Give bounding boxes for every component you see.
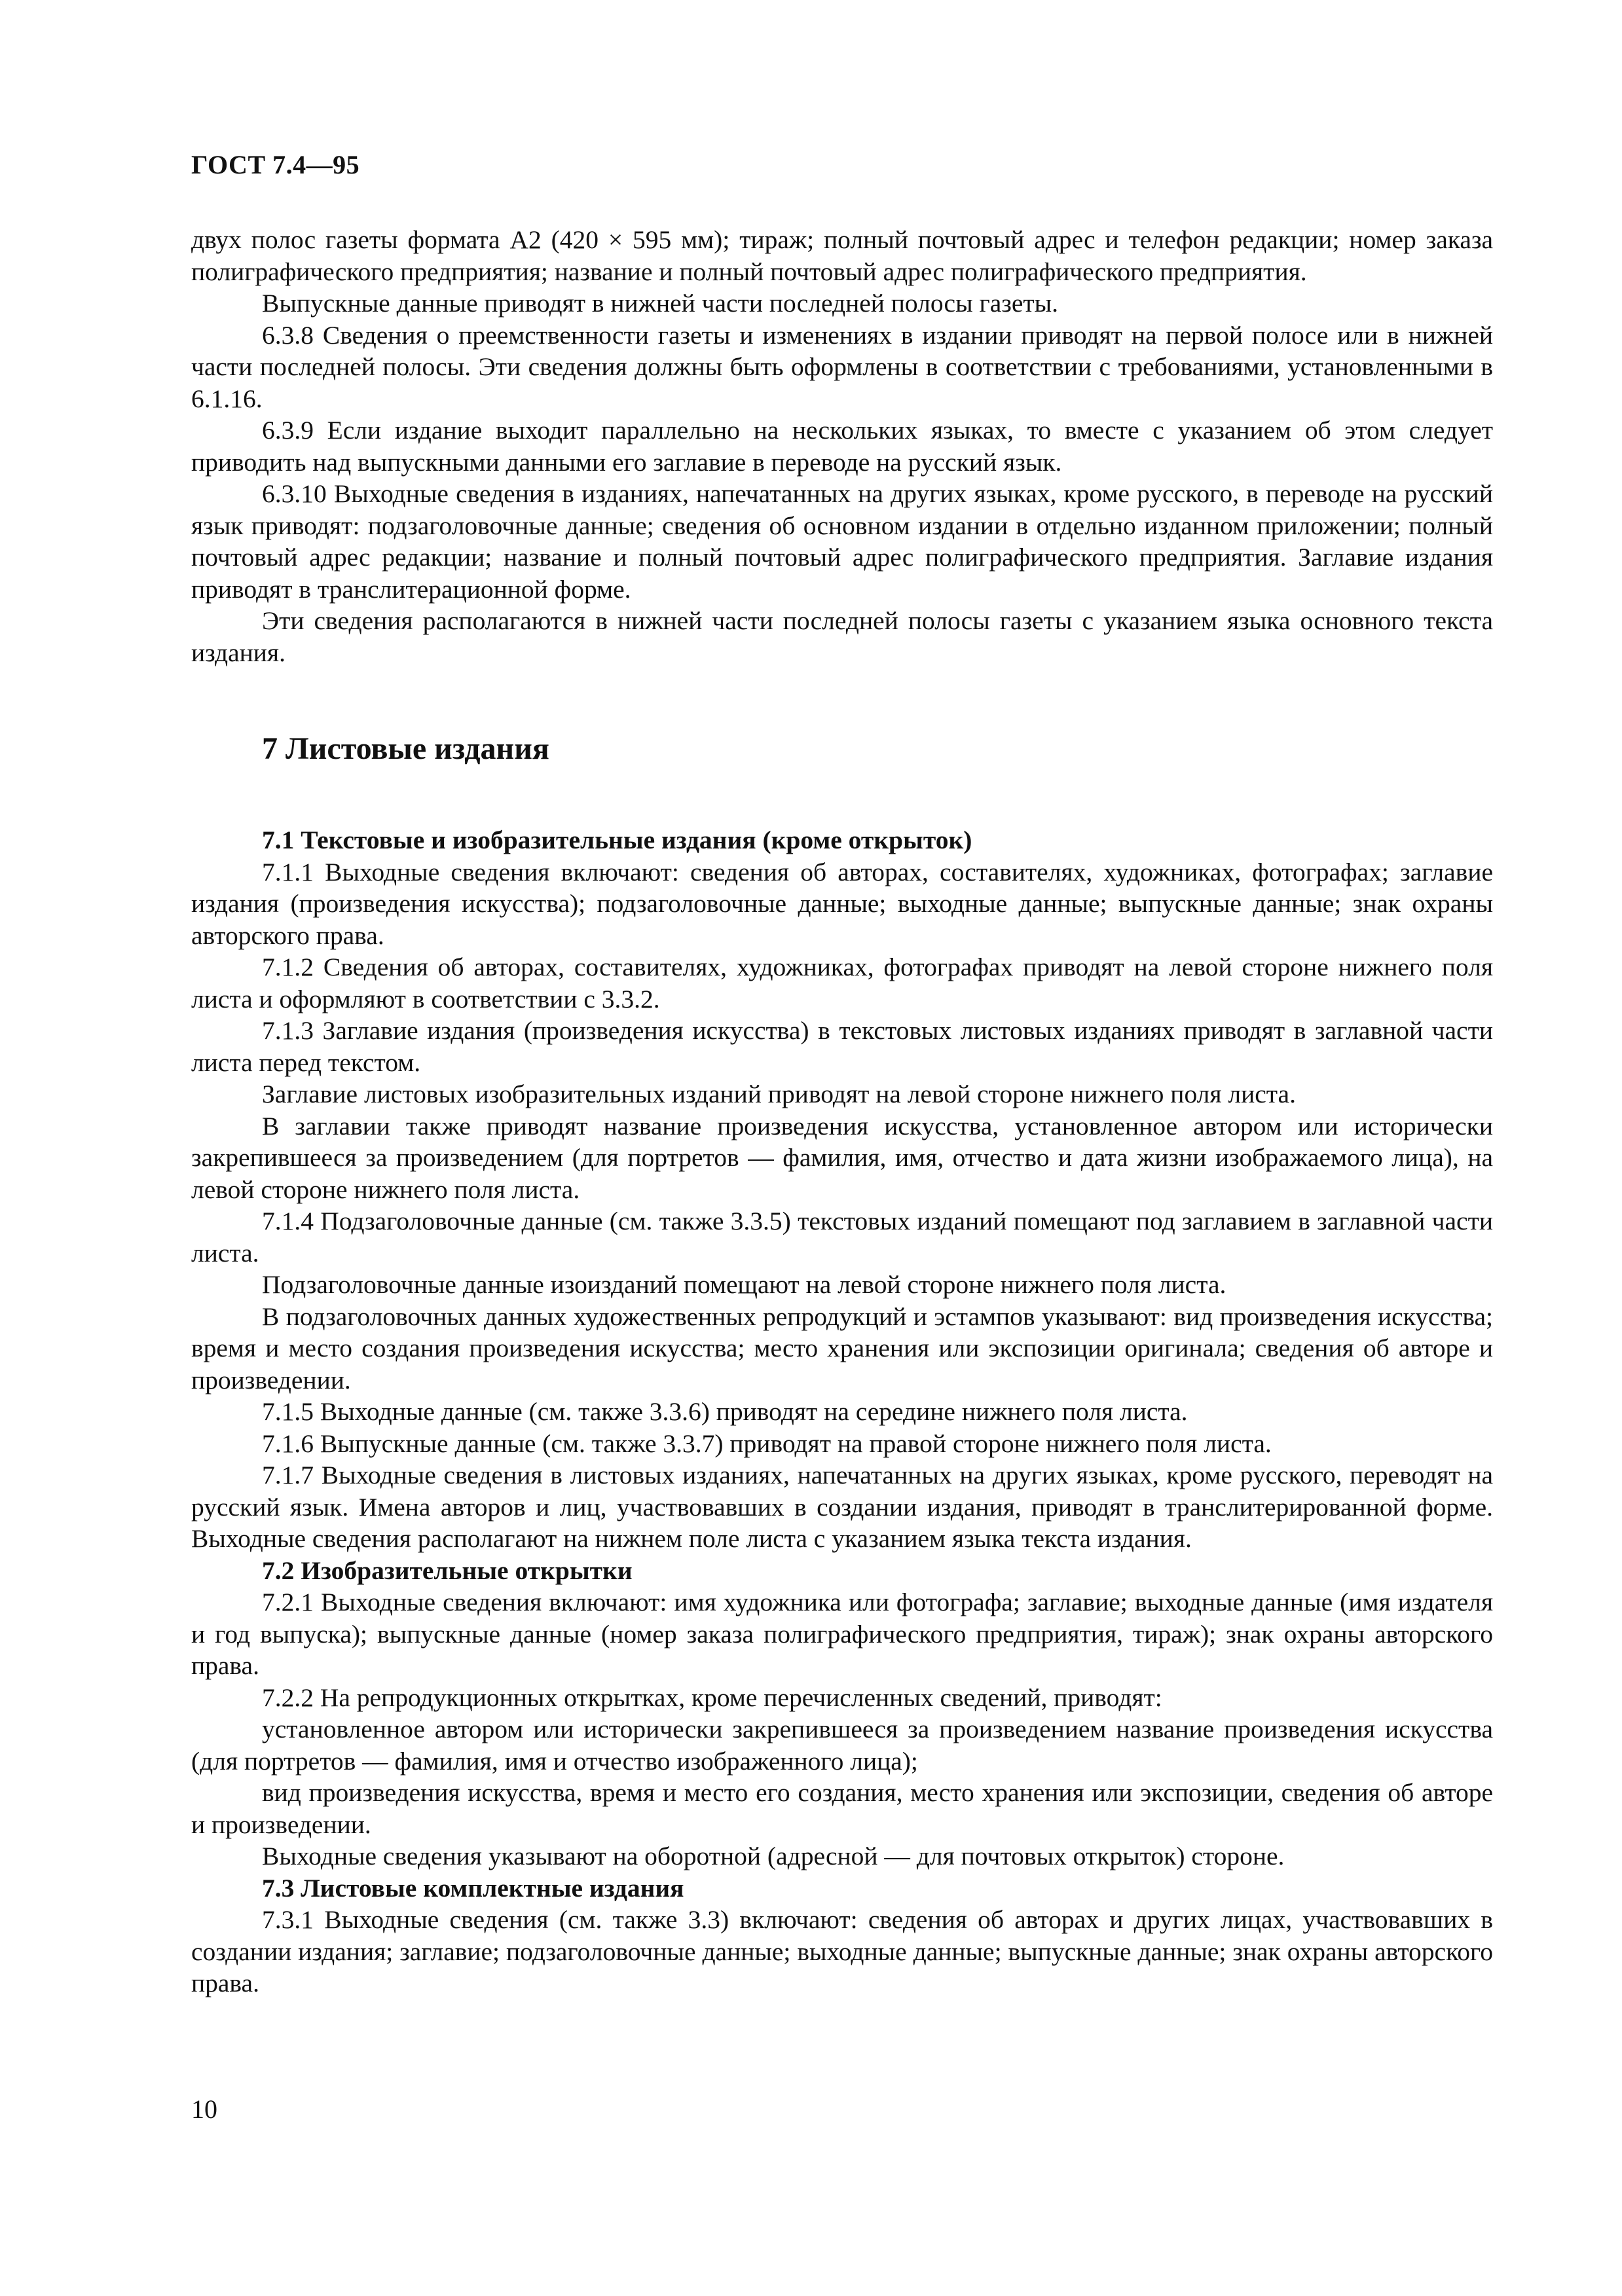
paragraph: 7.1.7 Выходные сведения в листовых изданиях, напечатанных на других языках, кроме русского, переводят на русский язык. Имена авторов и лиц, участвовавших в создании издания, приводят в транслитерированной форме. Выходные сведения располагают на нижнем поле листа с указанием языка текста издания. bbox=[191, 1461, 1493, 1553]
page-content bbox=[191, 224, 1493, 1999]
paragraph: Выпускные данные приводят в нижней части последней полосы газеты. bbox=[262, 289, 1059, 318]
running-header: ГОСТ 7.4—95 bbox=[191, 150, 360, 179]
paragraph: 7.1.4 Подзаголовочные данные (см. также 3.3.5) текстовых изданий помещают под заглавием в заглавной части листа. bbox=[191, 1207, 1493, 1267]
paragraph: 7.3.1 Выходные сведения (см. также 3.3) включают: сведения об авторах и других лицах, участвовавших в создании издания; заглавие; подзаголовочные данные; выходные данные; выпускные данные; знак охраны авторского права. bbox=[191, 1905, 1493, 1997]
paragraph: Эти сведения располагаются в нижней части последней полосы газеты с указанием языка основного текста издания. bbox=[191, 606, 1493, 667]
paragraph: двух полос газеты формата А2 (420 × 595 мм); тираж; полный почтовый адрес и телефон редакции; номер заказа полиграфического предприятия; название и полный почтовый адрес полиграфического предприятия. bbox=[191, 225, 1493, 286]
subsection-heading: 7.3 Листовые комплектные издания bbox=[262, 1873, 684, 1903]
subsection-heading: 7.2 Изобразительные открытки bbox=[262, 1556, 633, 1585]
paragraph: В заглавии также приводят название произведения искусства, установленное автором или исторически закрепившееся за произведением (для портретов — фамилия, имя, отчество и дата жизни изображаемого лица), на левой стороне нижнего поля листа. bbox=[191, 1111, 1493, 1204]
paragraph: 6.3.10 Выходные сведения в изданиях, напечатанных на других языках, кроме русского, в переводе на русский язык приводят: подзаголовочные данные; сведения об основном издании в отдельно изданном приложении; полный почтовый адрес редакции; название и полный почтовый адрес полиграфического предприятия. Заглавие издания приводят в транслитерационной форме. bbox=[191, 479, 1493, 604]
paragraph: 7.2.1 Выходные сведения включают: имя художника или фотографа; заглавие; выходные данные (имя издателя и год выпуска); выпускные данные (номер заказа полиграфического предприятия, тираж); знак охраны авторского права. bbox=[191, 1588, 1493, 1680]
paragraph: вид произведения искусства, время и место его создания, место хранения или экспозиции, сведения об авторе и произведении. bbox=[191, 1778, 1493, 1839]
paragraph: В подзаголовочных данных художественных репродукций и эстампов указывают: вид произведения искусства; время и место создания произведения искусства; место хранения или экспозиции оригинала; сведения об авторе и произведении. bbox=[191, 1302, 1493, 1394]
paragraph: Выходные сведения указывают на оборотной (адресной — для почтовых открыток) стороне. bbox=[262, 1842, 1285, 1870]
paragraph: 7.1.1 Выходные сведения включают: сведения об авторах, составителях, художниках, фотографах; заглавие издания (произведения искусства); подзаголовочные данные; выходные данные; выпускные данные; знак охраны авторского права. bbox=[191, 857, 1493, 950]
paragraph: 6.3.8 Сведения о преемственности газеты и изменениях в издании приводят на первой полосе или в нижней части последней полосы. Эти сведения должны быть оформлены в соответствии с требованиями, установленными в 6.1.16. bbox=[191, 320, 1493, 413]
paragraph: 7.1.3 Заглавие издания (произведения искусства) в текстовых листовых изданиях приводят в заглавной части листа перед текстом. bbox=[191, 1016, 1493, 1077]
paragraph: 6.3.9 Если издание выходит параллельно на нескольких языках, то вместе с указанием об этом следует приводить над выпускными данными его заглавие в переводе на русский язык. bbox=[191, 416, 1493, 477]
subsection-heading: 7.1 Текстовые и изобразительные издания (кроме открыток) bbox=[262, 826, 972, 854]
section-heading: 7 Листовые издания bbox=[262, 731, 549, 766]
paragraph: 7.1.5 Выходные данные (см. также 3.3.6) приводят на середине нижнего поля листа. bbox=[262, 1397, 1188, 1426]
paragraph: установленное автором или исторически закрепившееся за произведением название произведения искусства (для портретов — фамилия, имя и отчество изображенного лица); bbox=[191, 1715, 1493, 1776]
page-number: 10 bbox=[191, 2094, 217, 2124]
paragraph: 7.1.2 Сведения об авторах, составителях, художниках, фотографах приводят на левой стороне нижнего поля листа и оформляют в соответствии с 3.3.2. bbox=[191, 953, 1493, 1013]
paragraph: 7.1.6 Выпускные данные (см. также 3.3.7) приводят на правой стороне нижнего поля листа. bbox=[262, 1429, 1272, 1458]
paragraph: Заглавие листовых изобразительных изданий приводят на левой стороне нижнего поля листа. bbox=[262, 1080, 1296, 1108]
paragraph: Подзаголовочные данные изоизданий помещают на левой стороне нижнего поля листа. bbox=[262, 1270, 1226, 1299]
paragraph: 7.2.2 На репродукционных открытках, кроме перечисленных сведений, приводят: bbox=[262, 1683, 1162, 1712]
